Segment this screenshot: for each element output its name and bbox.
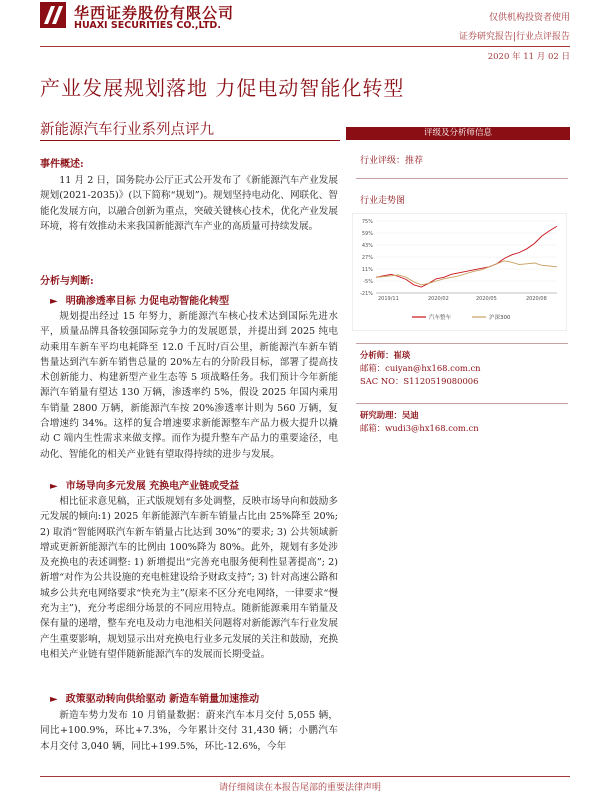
sidebar-divider bbox=[356, 403, 568, 404]
company-name-cn: 华西证券股份有限公司 bbox=[74, 4, 235, 22]
bullet-heading-3: ► 政策驱动转向供给驱动 新造车销量加速推动 bbox=[50, 694, 260, 705]
chart-legend-label: 沪深300 bbox=[489, 315, 511, 321]
chart-x-tick-label: 2020/05 bbox=[476, 296, 497, 302]
bullet-body-2 bbox=[40, 494, 338, 662]
bullet-paragraph-1: 规划提出经过 15 年努力，新能源汽车核心技术达到国际先进水平，质量品牌具备较强国际竞争力的发展愿景，并提出到 2025 纯电动乘用车新车平均电耗降至 12.0 千瓦时/百公里，新能源汽车新车销售量达到汽车新车销售总量的 20%左右的分阶段目标，部署了提高技术创新能力、构建新型产业生态等 5 项战略任务。我们预计今年新能源汽车销量有望达 130 万辆，渗透率约 5%，假设 2025 年国内乘用车销量 2800 万辆，新能源汽车按 20%渗透率计则为 560 万辆，复合增速约 34%。这样的复合增速要求新能源整车产品力极大提升以撬动 C 端内生性需求来做支撑。而作为提升整车产品力的重要途径，电动化、智能化的相关产业链有望取得持续的进步与发展。 bbox=[40, 311, 338, 460]
legal-disclaimer-note: 请仔细阅读在本报告尾部的重要法律声明 bbox=[218, 783, 381, 793]
report-title: 产业发展规划落地 力促电动智能化转型 bbox=[40, 76, 405, 100]
bullet-heading-2: ► 市场导向多元发展 充换电产业链或受益 bbox=[50, 481, 240, 492]
event-heading: 事件概述: bbox=[40, 159, 84, 170]
chart-y-tick-label: 11% bbox=[361, 267, 373, 273]
report-date: 2020 年 11 月 02 日 bbox=[487, 52, 570, 62]
company-name-en: HUAXI SECURITIES CO.,LTD. bbox=[74, 20, 221, 31]
chart-legend-label: 汽车整车 bbox=[429, 315, 452, 321]
event-paragraph: 11 月 2 日，国务院办公厅正式公开发布了《新能源汽车产业发展规划(2021-2035)》(以下简称“规划”)。规划坚持电动化、网联化、智能化发展方向，以融合创新为重点，突破关键核心技术，优化产业发展环境，将有效推动未来我国新能源汽车产业的高质量可持续发展。 bbox=[40, 175, 338, 232]
industry-rating: 行业评级：推荐 bbox=[360, 156, 424, 166]
chart-x-tick-label: 2020/02 bbox=[428, 296, 449, 302]
chart-y-tick-label: 43% bbox=[361, 243, 373, 249]
chart-y-tick-label: -21% bbox=[360, 291, 373, 297]
bullet-paragraph-2: 相比征求意见稿，正式版规划有多处调整，反映市场导向和鼓励多元发展的倾向:1) 2025 年新能源汽车新车销量占比由 25%降至 20%; 2) 取消“智能网联汽车新车销量占比达到 30%”的要求; 3) 公共领域新增或更新新能源汽车的比例由 100%降为 80%。此外，规划有多处涉及充换电的表述调整: 1) 新增提出“完善充电服务便利性显著提高”; 2) 新增“对作为公共设施的充电桩建设给予财政支持”; 3) 针对高速公路和城乡公共充电网络要求“快充为主”(原来不区分充电网络，一律要求“慢充为主”)，充分考虑细分场景的不同应用特点。随新能源乘用车销量及保有量的递增，整车充电及动力电池相关问题将对新能源汽车行业发展产生重要影响，规划显示出对充换电行业多元发展的关注和鼓励，充换电相关产业链有望伴随新能源汽车的发展而长期受益。 bbox=[40, 496, 338, 660]
sidebar-header: 评级及分析师信息 bbox=[346, 127, 570, 140]
analyst-2-name: 研究助理：吴迪 bbox=[360, 410, 419, 420]
chart-x-tick-label: 2019/11 bbox=[378, 296, 399, 302]
trend-label: 行业走势图 bbox=[360, 196, 406, 206]
footer-divider bbox=[40, 776, 570, 777]
chart-y-tick-label: -5% bbox=[363, 279, 373, 285]
subtitle-divider bbox=[40, 140, 340, 141]
bullet-heading-1: ► 明确渗透率目标 力促电动智能化转型 bbox=[50, 296, 230, 307]
sidebar-divider bbox=[356, 343, 568, 344]
bullet-body-1 bbox=[40, 309, 338, 462]
analysis-heading: 分析与判断: bbox=[40, 276, 94, 287]
audience-note: 仅供机构投资者使用 bbox=[488, 13, 570, 23]
report-subtitle: 新能源汽车行业系列点评九 bbox=[40, 122, 214, 138]
analyst-1-email[interactable]: 邮箱：cuiyan@hx168.com.cn bbox=[360, 363, 481, 373]
huaxi-logo-icon bbox=[40, 2, 66, 28]
event-body bbox=[40, 173, 338, 234]
analyst-2-email[interactable]: 邮箱：wudi3@hx168.com.cn bbox=[360, 423, 479, 433]
analyst-1-sac: SAC NO：S1120519080006 bbox=[360, 376, 479, 386]
sidebar-divider bbox=[356, 178, 568, 179]
chart-frame bbox=[352, 213, 567, 331]
chart-y-tick-label: 27% bbox=[361, 255, 373, 261]
bullet-arrow-icon: ► bbox=[50, 694, 58, 705]
chart-y-tick-label: 75% bbox=[361, 219, 373, 225]
header-divider bbox=[40, 46, 570, 47]
bullet-body-3 bbox=[40, 708, 338, 754]
bullet-arrow-icon: ► bbox=[50, 296, 58, 307]
bullet-paragraph-3: 新造车势力发布 10 月销量数据：蔚来汽车本月交付 5,055 辆，同比+100.9%，环比+7.3%，今年累计交付 31,430 辆；小鹏汽车本月交付 3,040 辆，同比+199.5%，环比-12.6%，今年 bbox=[40, 710, 338, 752]
chart-x-tick-label: 2020/08 bbox=[526, 296, 547, 302]
chart-y-tick-label: 59% bbox=[361, 231, 373, 237]
analyst-1-name: 分析师：崔琰 bbox=[360, 350, 411, 360]
industry-trend-chart bbox=[352, 213, 567, 331]
bullet-arrow-icon: ► bbox=[50, 481, 58, 492]
report-category: 证券研究报告|行业点评报告 bbox=[458, 32, 570, 42]
